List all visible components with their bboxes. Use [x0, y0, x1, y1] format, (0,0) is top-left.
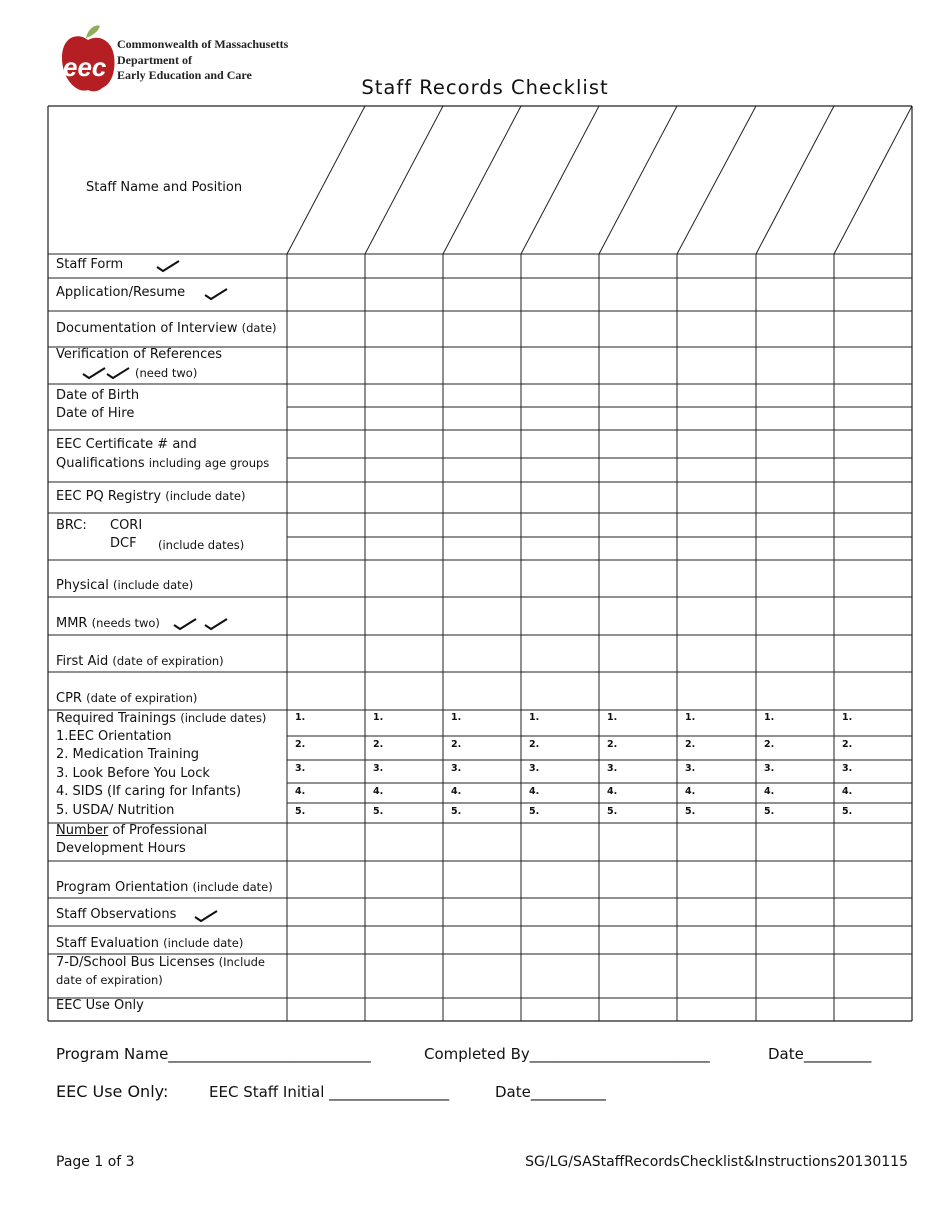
row-cpr	[56, 689, 197, 708]
training-number: 5.	[685, 806, 696, 817]
row-cert: EEC Certificate # and	[56, 437, 197, 452]
row-physical	[56, 576, 193, 595]
training-number: 4.	[685, 786, 696, 797]
row-qualifications	[56, 454, 269, 473]
training-item: 4. SIDS (If caring for Infants)	[56, 784, 242, 799]
row-orientation	[56, 878, 273, 897]
row-references-note: (need two)	[135, 366, 198, 380]
row-mmr	[56, 614, 160, 633]
row-references: Verification of References	[56, 347, 223, 362]
training-number: 1.	[607, 712, 618, 723]
training-number: 5.	[607, 806, 618, 817]
training-number: 4.	[529, 786, 540, 797]
row-pd-hours	[56, 822, 207, 840]
training-number: 5.	[529, 806, 540, 817]
document-id: SG/LG/SAStaffRecordsChecklist&Instructions20130115	[525, 1154, 908, 1170]
training-number: 3.	[764, 763, 775, 774]
eec-use-only-label: EEC Use Only:	[56, 1082, 169, 1101]
row-pq-registry	[56, 487, 245, 506]
training-number: 1.	[764, 712, 775, 723]
row-interview	[56, 319, 277, 338]
row-evaluation	[56, 934, 243, 953]
org-line-1: Commonwealth of Massachusetts	[117, 37, 289, 51]
training-number: 3.	[607, 763, 618, 774]
row-bus-note: (Include	[218, 955, 265, 969]
row-mmr-label: MMR	[56, 616, 88, 631]
training-item: 3. Look Before You Lock	[56, 766, 210, 781]
training-number: 5.	[373, 806, 384, 817]
training-number: 2.	[295, 739, 306, 750]
checkmark-icon	[173, 617, 197, 631]
training-number: 5.	[295, 806, 306, 817]
training-number: 3.	[529, 763, 540, 774]
row-application: Application/Resume	[56, 285, 186, 300]
row-brc-note: (include dates)	[158, 538, 245, 552]
row-orientation-label: Program Orientation	[56, 880, 189, 895]
training-number: 3.	[685, 763, 696, 774]
training-number: 4.	[764, 786, 775, 797]
row-bus	[56, 953, 265, 972]
header-diagonal	[834, 106, 912, 254]
checkmark-icon	[156, 259, 180, 273]
training-number: 5.	[764, 806, 775, 817]
training-number: 4.	[842, 786, 853, 797]
row-evaluation-note: (include date)	[163, 936, 244, 950]
row-physical-label: Physical	[56, 578, 109, 593]
checkmark-icon	[82, 366, 106, 380]
training-number: 1.	[685, 712, 696, 723]
row-pd-rest: of Professional	[112, 823, 208, 838]
training-number: 1.	[295, 712, 306, 723]
checkmark-icon	[194, 909, 218, 923]
training-number: 4.	[451, 786, 462, 797]
training-number: 5.	[842, 806, 853, 817]
row-staff-form: Staff Form	[56, 257, 124, 272]
row-interview-note: (date)	[241, 321, 277, 335]
training-number: 5.	[451, 806, 462, 817]
row-qualifications-label: Qualifications	[56, 456, 145, 471]
training-number: 4.	[607, 786, 618, 797]
training-number: 4.	[295, 786, 306, 797]
row-eec-use: EEC Use Only	[56, 998, 144, 1013]
training-number: 2.	[529, 739, 540, 750]
row-interview-label: Documentation of Interview	[56, 321, 238, 336]
eec-date-field[interactable]: Date__________	[495, 1083, 606, 1101]
row-brc: BRC:	[56, 518, 87, 533]
training-number: 2.	[373, 739, 384, 750]
row-bus-note-2: date of expiration)	[56, 973, 163, 987]
staff-name-header: Staff Name and Position	[86, 180, 243, 195]
checkmark-icon	[106, 366, 130, 380]
row-pq-label: EEC PQ Registry	[56, 489, 162, 504]
page-number: Page 1 of 3	[56, 1154, 135, 1170]
row-trainings-note: (include dates)	[180, 711, 267, 725]
training-number: 3.	[842, 763, 853, 774]
header-diagonal	[677, 106, 756, 254]
row-qualifications-note: including age groups	[148, 456, 270, 470]
row-cpr-label: CPR	[56, 691, 82, 706]
row-observations: Staff Observations	[56, 907, 177, 922]
training-number: 1.	[842, 712, 853, 723]
row-pd-underlined: Number	[56, 823, 109, 838]
row-first-aid-label: First Aid	[56, 654, 109, 669]
row-doh: Date of Hire	[56, 406, 135, 421]
training-number: 2.	[607, 739, 618, 750]
page-title: Staff Records Checklist	[361, 76, 609, 99]
date-field[interactable]: Date_________	[768, 1045, 872, 1063]
header-diagonal	[287, 106, 365, 254]
completed-by-field[interactable]: Completed By________________________	[424, 1045, 710, 1063]
checkmark-icon	[204, 287, 228, 301]
row-dcf: DCF	[110, 536, 137, 551]
training-number: 1.	[373, 712, 384, 723]
training-number: 1.	[529, 712, 540, 723]
row-dob: Date of Birth	[56, 388, 140, 403]
row-trainings	[56, 709, 266, 728]
training-number: 1.	[451, 712, 462, 723]
row-first-aid-note: (date of expiration)	[112, 654, 224, 668]
training-number: 2.	[842, 739, 853, 750]
logo-mark: eec	[63, 52, 107, 82]
row-pd-line2: Development Hours	[56, 841, 186, 856]
training-number: 3.	[373, 763, 384, 774]
header-diagonal	[599, 106, 677, 254]
training-item: 1.EEC Orientation	[56, 729, 172, 744]
header-diagonal	[521, 106, 599, 254]
row-mmr-note: (needs two)	[91, 616, 160, 630]
row-trainings-label: Required Trainings	[56, 711, 177, 726]
row-cori: CORI	[110, 518, 143, 533]
training-item: 2. Medication Training	[56, 747, 200, 762]
row-cpr-note: (date of expiration)	[86, 691, 198, 705]
row-first-aid	[56, 652, 224, 671]
staff-initial-field[interactable]: EEC Staff Initial ________________	[209, 1083, 450, 1101]
training-number: 4.	[373, 786, 384, 797]
header-diagonal	[443, 106, 521, 254]
checkmark-icon	[204, 617, 228, 631]
training-number: 3.	[295, 763, 306, 774]
row-evaluation-label: Staff Evaluation	[56, 936, 159, 951]
row-orientation-note: (include date)	[192, 880, 273, 894]
training-number: 2.	[451, 739, 462, 750]
org-line-2: Department of	[117, 52, 192, 67]
row-physical-note: (include date)	[113, 578, 194, 592]
training-number: 2.	[685, 739, 696, 750]
training-number: 3.	[451, 763, 462, 774]
row-pq-note: (include date)	[165, 489, 246, 503]
header-diagonal	[365, 106, 443, 254]
program-name-field[interactable]: Program Name___________________________	[56, 1045, 371, 1063]
org-line-3: Early Education and Care	[117, 68, 252, 82]
training-number: 2.	[764, 739, 775, 750]
header-diagonal	[756, 106, 834, 254]
row-bus-label: 7-D/School Bus Licenses	[56, 955, 215, 970]
training-item: 5. USDA/ Nutrition	[56, 803, 175, 818]
